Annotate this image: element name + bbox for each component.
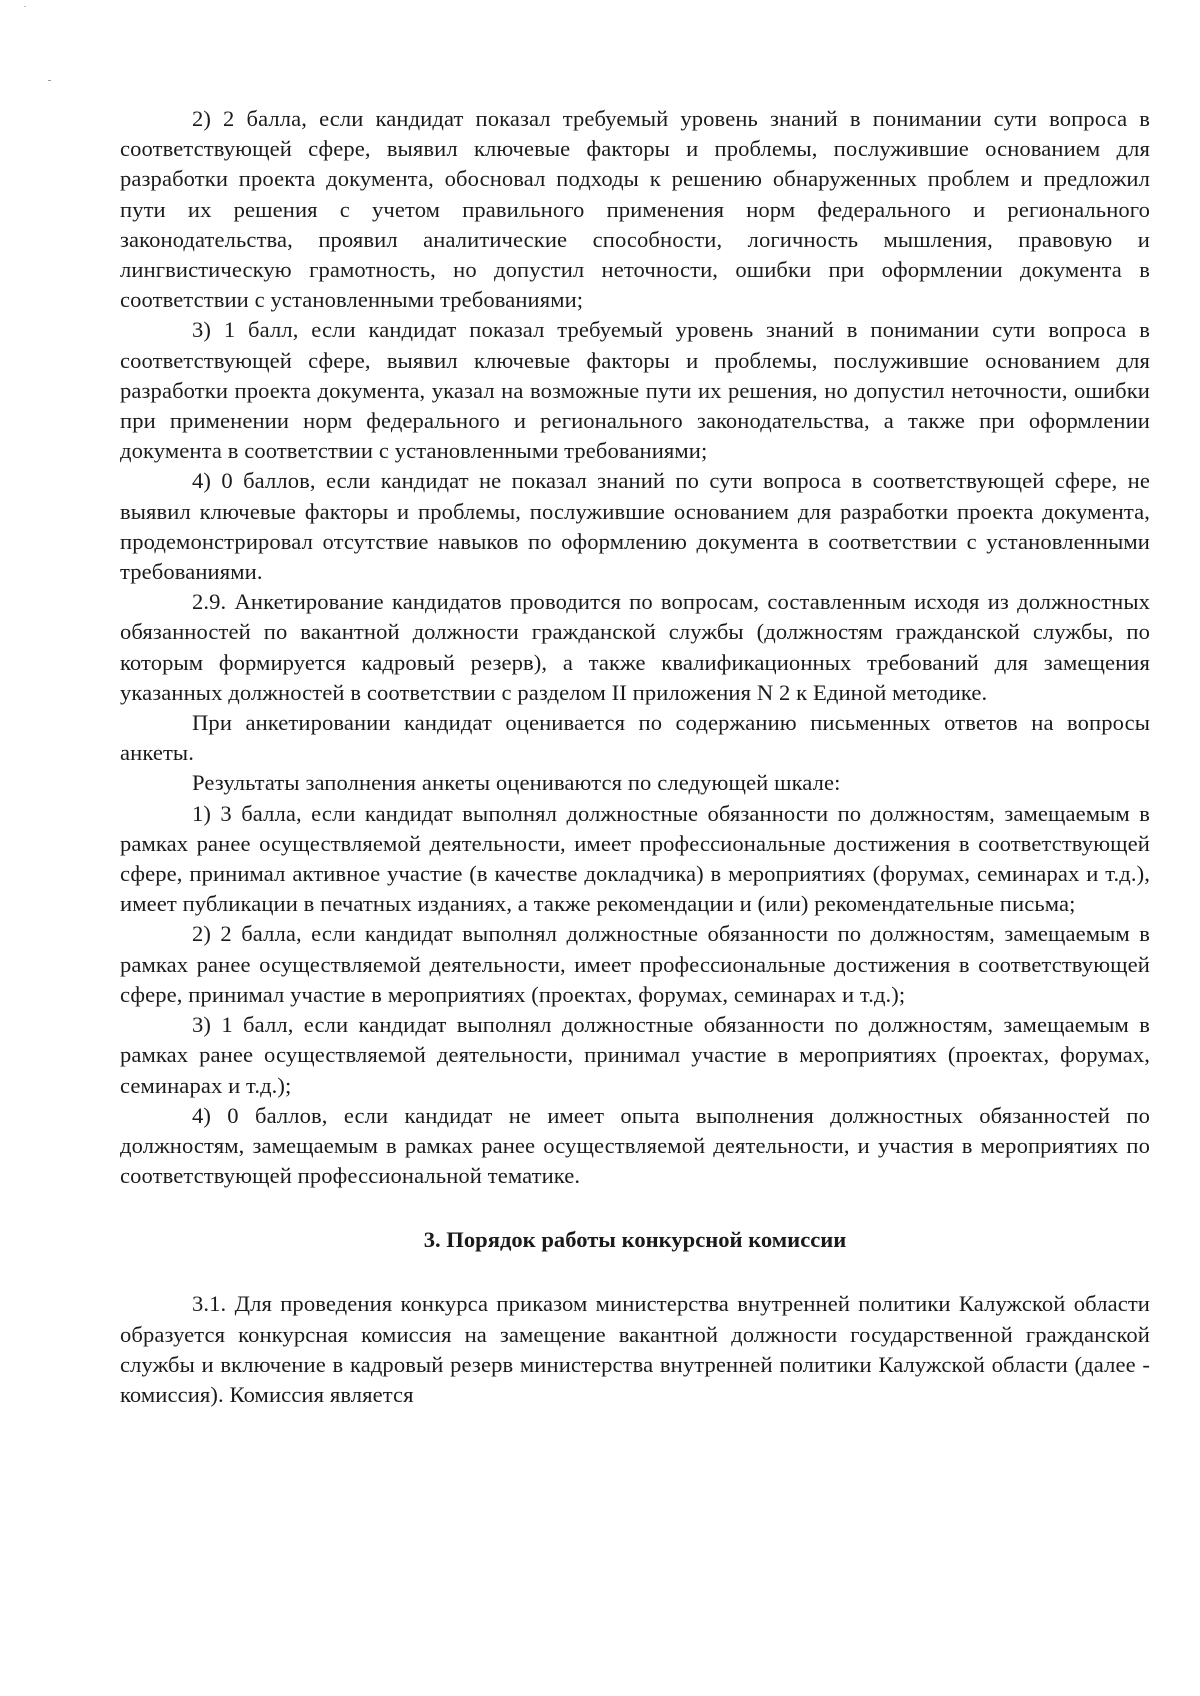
paragraph-score-1-document: 3) 1 балл, если кандидат показал требуемый уровень знаний в понимании сути вопроса в соответствующей сфере, выявил ключевые факторы и проблемы, послужившие основанием для разработки проекта документа, указал на возможные пути их решения, но допустил неточности, ошибки при применении норм федерального и регионального законодательства, а также при оформлении документа в соответствии с установленными требованиями;: [120, 317, 1150, 464]
paragraph-score-0-document: 4) 0 баллов, если кандидат не показал знаний по сути вопроса в соответствующей сфере, не выявил ключевые факторы и проблемы, послужившие основанием для разработки проекта документа, продемонстрировал отсутствие навыков по оформлению документа в соответствии с установленными требованиями.: [120, 468, 1150, 585]
paragraph-score-3-questionnaire: 1) 3 балла, если кандидат выполнял должностные обязанности по должностям, замещаемым в рамках ранее осуществляемой деятельности, имеет профессиональные достижения в соответствующей сфере, принимал активное участие (в качестве докладчика) в мероприятиях (форумах, семинарах и т.д.), имеет публикации в печатных изданиях, а также рекомендации и (или) рекомендательные письма;: [120, 800, 1150, 917]
paragraph-score-2-document: 2) 2 балла, если кандидат показал требуемый уровень знаний в понимании сути вопроса в соответствующей сфере, выявил ключевые факторы и проблемы, послужившие основанием для разработки проекта документа, обосновал подходы к решению обнаруженных проблем и предложил пути их решения с учетом правильного применения норм федерального и регионального законодательства, проявил аналитические способности, логичность мышления, правовую и лингвистическую грамотность, но допустил неточности, ошибки при оформлении документа в соответствии с установленными требованиями;: [120, 106, 1150, 313]
paragraph-questionnaire-evaluation: При анкетировании кандидат оценивается по содержанию письменных ответов на вопросы анкеты.: [120, 710, 1150, 766]
paragraph-2-9-questionnaire: 2.9. Анкетирование кандидатов проводится по вопросам, составленным исходя из должностных обязанностей по вакантной должности гражданской службы (должностям гражданской службы, по которым формируется кадровый резерв), а также квалификационных требований для замещения указанных должностей в соответствии с разделом II приложения N 2 к Единой методике.: [120, 589, 1150, 705]
paragraph-scale-intro: Результаты заполнения анкеты оцениваются по следующей шкале:: [192, 770, 841, 796]
paragraph-score-0-questionnaire: 4) 0 баллов, если кандидат не имеет опыта выполнения должностных обязанностей по должностям, замещаемым в рамках ранее осуществляемой деятельности, и участия в мероприятиях по соответствующей профессиональной тематике.: [120, 1102, 1150, 1189]
scan-artifact: [48, 80, 51, 81]
paragraph-3-1-commission: 3.1. Для проведения конкурса приказом министерства внутренней политики Калужской области образуется конкурсная комиссия на замещение вакантной должности государственной гражданской службы и включение в кадровый резерв министерства внутренней политики Калужской области (далее - комиссия). Комиссия является: [120, 1291, 1150, 1407]
scan-artifact: [24, 6, 26, 7]
paragraph-score-1-questionnaire: 3) 1 балл, если кандидат выполнял должностные обязанности по должностям, замещаемым в рамках ранее осуществляемой деятельности, принимал участие в мероприятиях (проектах, форумах, семинарах и т.д.);: [120, 1012, 1150, 1098]
section-heading: 3. Порядок работы конкурсной комиссии: [423, 1227, 847, 1253]
paragraph-score-2-questionnaire: 2) 2 балла, если кандидат выполнял должностные обязанности по должностям, замещаемым в рамках ранее осуществляемой деятельности, имеет профессиональные достижения в соответствующей сфере, принимал участие в мероприятиях (проектах, форумах, семинарах и т.д.);: [120, 921, 1150, 1007]
